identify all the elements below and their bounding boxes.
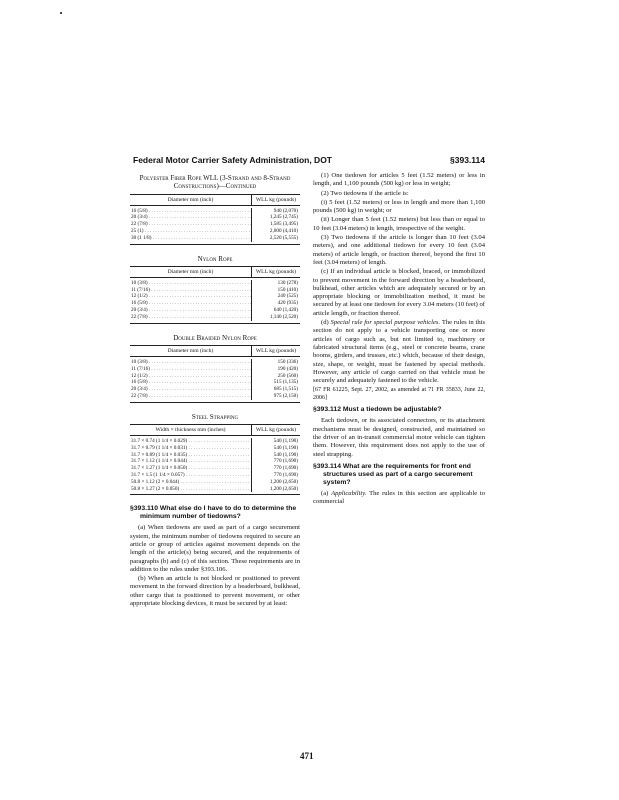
table-cell-size bbox=[130, 386, 252, 393]
size-value: 31.7 × 0.74 (1 1/4 × 0.029) bbox=[131, 438, 188, 445]
table-cell-wll: 770 (1,690) bbox=[273, 472, 298, 479]
size-value: 31.7 × 1.27 (1 1/4 × 0.050) bbox=[131, 465, 188, 472]
table-cell-wll: 540 (1,190) bbox=[273, 438, 298, 445]
size-value: 20 (3/4) bbox=[131, 307, 148, 314]
paragraph-a-label: (a) bbox=[138, 524, 146, 532]
table-cell-wll: 1,585 (3,495) bbox=[269, 221, 298, 228]
size-value: 11 (7/16) bbox=[131, 365, 150, 372]
table-cell-wll: 975 (2,150) bbox=[273, 392, 298, 399]
section-393-114-a-label: (a) bbox=[321, 489, 329, 497]
size-value: 12 (1/2) bbox=[131, 372, 148, 379]
size-value: 16 (5/8) bbox=[131, 379, 148, 386]
table-cell-size bbox=[130, 235, 252, 242]
table-cell-size bbox=[130, 458, 252, 465]
table-cell-wll: 685 (1,515) bbox=[273, 386, 298, 393]
table-cell-wll: 640 (1,420) bbox=[273, 307, 298, 314]
table-row bbox=[130, 479, 300, 486]
wll-table bbox=[130, 194, 300, 245]
size-value: 20 (3/4) bbox=[131, 214, 148, 221]
table-row bbox=[130, 465, 300, 472]
scan-speck bbox=[60, 12, 62, 14]
table-row bbox=[130, 472, 300, 479]
paragraph-a bbox=[130, 524, 300, 574]
table-header-size: Diameter mm (inch) bbox=[130, 346, 252, 356]
size-value: 11 (7/16) bbox=[131, 286, 150, 293]
table-row bbox=[130, 287, 300, 294]
size-value: 31.7 × 1.5 (1 1/4 × 0.057) bbox=[131, 472, 185, 479]
paragraph-a-text: When tiedowns are used as part of a cargo securement system, the minimum number of tiedowns required to secure an article or group of articles against movement depends on the length of the article(s) being secured, and the requirements of paragraphs (b) and (c) of this section. These requirements are in addition to the rules under §393.106. bbox=[130, 524, 301, 573]
table-cell-size bbox=[130, 307, 252, 314]
size-value: 50.8 × 1.12 (2 × 0.044) bbox=[131, 478, 180, 485]
size-value: 31.7 × 1.12 (1 1/4 × 0.044) bbox=[131, 458, 188, 465]
table-header bbox=[130, 425, 300, 436]
table-cell-size bbox=[130, 280, 252, 287]
table-row bbox=[130, 314, 300, 321]
table-cell-size bbox=[130, 465, 252, 472]
table-cell-size bbox=[130, 287, 252, 294]
paragraph-d-title: Special rule for special purpose vehicles. bbox=[330, 319, 441, 327]
section-393-114-a-text: The rules in this section are applicable to commercial bbox=[313, 489, 485, 506]
paragraph-c: (c) If an individual article is blocked, braced, or immobilized to prevent movement in the forward direction by a headerboard, bulkhead, other articles which are adequately secured or by an appropriate blocking or immobilization method, it must be secured by at least one tiedown for every 3.04 meters (10 feet) of article length, or fraction thereof. bbox=[313, 268, 485, 317]
table-header-wll: WLL kg (pounds) bbox=[255, 268, 297, 275]
paragraph-b2: (2) Two tiedowns if the article is: bbox=[321, 189, 409, 197]
table-cell-size bbox=[130, 479, 252, 486]
size-value: 30 (1 1/8) bbox=[131, 234, 152, 241]
table-cell-wll: 250 (560) bbox=[277, 372, 298, 379]
table-cell-size bbox=[130, 438, 252, 445]
table-header-wll: WLL kg (pounds) bbox=[255, 196, 297, 203]
page-number: 471 bbox=[300, 751, 314, 761]
section-393-110-heading: §393.110 What else do I have to do to determine the minimum number of tiedowns? bbox=[130, 505, 297, 521]
right-column bbox=[313, 172, 485, 508]
table-row bbox=[130, 228, 300, 235]
left-column bbox=[130, 172, 300, 609]
table-cell-wll: 940 (2,070) bbox=[273, 207, 298, 214]
table-row bbox=[130, 235, 300, 242]
table-cell-size bbox=[130, 472, 252, 479]
table-cell-size bbox=[130, 221, 252, 228]
paragraph-b-label: (b) bbox=[138, 575, 146, 583]
table-row bbox=[130, 221, 300, 228]
size-value: 50.8 × 1.27 (2 × 0.050) bbox=[131, 485, 180, 492]
table-cell-wll: 150 (410) bbox=[277, 286, 298, 293]
size-value: 10 (3/8) bbox=[131, 358, 148, 365]
table-cell-wll: 770 (1,690) bbox=[273, 458, 298, 465]
section-393-114-a-title: Applicability. bbox=[331, 489, 367, 497]
table-cell-size bbox=[130, 452, 252, 459]
table-cell-size bbox=[130, 359, 252, 366]
paragraph-b3: (3) Two tiedowns if the article is longer than 10 feet (3.04 meters), and one additional tiedown for every 10 feet (3.04 meters) of article length, or fraction thereof, beyond the first 10 feet (3.04 meters) of length. bbox=[313, 234, 485, 266]
table-title: Steel Strapping bbox=[191, 412, 239, 421]
section-393-112-heading: §393.112 Must a tiedown be adjustable? bbox=[313, 406, 442, 414]
table-cell-size bbox=[130, 445, 252, 452]
table-cell-size bbox=[130, 379, 252, 386]
table-cell-wll: 540 (1,190) bbox=[273, 451, 298, 458]
table-header-size: Diameter mm (inch) bbox=[130, 267, 252, 277]
table-title: Double Braided Nylon Rope bbox=[173, 333, 257, 342]
table-header-size: Diameter mm (inch) bbox=[130, 195, 252, 205]
table-header-wll: WLL kg (pounds) bbox=[255, 347, 297, 354]
table-cell-wll: 2,520 (5,555) bbox=[269, 234, 298, 241]
paragraph-b2i: (i) 5 feet (1.52 meters) or less in length and more than 1,100 pounds (500 kg) in weight; or bbox=[313, 198, 485, 215]
size-value: 16 (5/8) bbox=[131, 300, 148, 307]
size-value: 22 (7/8) bbox=[131, 221, 148, 228]
paragraph-d bbox=[313, 319, 485, 385]
table-cell-size bbox=[130, 293, 252, 300]
table-row bbox=[130, 486, 300, 493]
table-cell-size bbox=[130, 314, 252, 321]
size-value: 12 (1/2) bbox=[131, 293, 148, 300]
table-cell-wll: 515 (1,135) bbox=[273, 379, 298, 386]
size-value: 10 (3/8) bbox=[131, 279, 148, 286]
size-value: 25 (1) bbox=[131, 227, 144, 234]
table-row bbox=[130, 293, 300, 300]
table-header-wll: WLL kg (pounds) bbox=[255, 427, 297, 434]
table-row bbox=[130, 307, 300, 314]
table-cell-wll: 190 (420) bbox=[277, 365, 298, 372]
wll-table bbox=[130, 424, 300, 495]
table-header bbox=[130, 267, 300, 278]
table-row bbox=[130, 359, 300, 366]
paragraph-d-label: (d) bbox=[321, 319, 329, 327]
table-title: Nylon Rope bbox=[197, 254, 233, 263]
section-393-114-heading: §393.114 What are the requirements for front end structures used as part of a cargo securement system? bbox=[313, 462, 473, 486]
size-value: 31.7 × 0.79 (1 1/4 × 0.031) bbox=[131, 444, 188, 451]
table-row bbox=[130, 438, 300, 445]
table-cell-wll: 1,200 (2,650) bbox=[269, 478, 298, 485]
size-value: 22 (7/8) bbox=[131, 313, 148, 320]
paragraph-b1: (1) One tiedown for articles 5 feet (1.52 meters) or less in length, and 1,100 pounds (500 kg) or less in weight; bbox=[313, 172, 485, 188]
table-cell-size bbox=[130, 208, 252, 215]
citation-note: [67 FR 61225, Sept. 27, 2002, as amended at 71 FR 35833, June 22, 2006] bbox=[313, 387, 485, 401]
size-value: 16 (5/8) bbox=[131, 207, 148, 214]
table-cell-wll: 420 (935) bbox=[277, 300, 298, 307]
table-cell-size bbox=[130, 486, 252, 493]
size-value: 20 (3/4) bbox=[131, 386, 148, 393]
table-cell-size bbox=[130, 214, 252, 221]
header-agency: Federal Motor Carrier Safety Administration, DOT bbox=[133, 155, 332, 165]
table-cell-wll: 540 (1,190) bbox=[273, 444, 298, 451]
wll-table bbox=[130, 266, 300, 324]
table-cell-wll: 1,140 (2,520) bbox=[269, 313, 298, 320]
table-row bbox=[130, 386, 300, 393]
table-cell-wll: 770 (1,690) bbox=[273, 465, 298, 472]
table-cell-wll: 1,200 (2,650) bbox=[269, 485, 298, 492]
paragraph-b2ii: (ii) Longer than 5 feet (1.52 meters) but less than or equal to 10 feet (3.04 meters) in length, irrespective of the weight. bbox=[313, 216, 485, 232]
paragraph-d-text: The rules in this section do not apply to a vehicle transporting one or more articles of cargo such as, but not limited to, machinery or fabricated structural items (e.g., steel or concrete beams, crane booms, girders, and trusses, etc.) which, because of their design, size, shape, or weight, must be fastened by special methods. However, any article of cargo carried on that vehicle must be securely and adequately fastened to the vehicle. bbox=[313, 319, 486, 385]
table-row bbox=[130, 366, 300, 373]
table-cell-wll: 150 (336) bbox=[277, 358, 298, 365]
size-value: 22 (7/8) bbox=[131, 392, 148, 399]
size-value: 31.7 × 0.89 (1 1/4 × 0.035) bbox=[131, 451, 188, 458]
table-cell-wll: 1,245 (2,745) bbox=[269, 214, 298, 221]
table-cell-wll: 130 (278) bbox=[277, 279, 298, 286]
table-header bbox=[130, 346, 300, 357]
table-header-size: Width × thickness mm (inches) bbox=[130, 425, 252, 435]
table-cell-size bbox=[130, 366, 252, 373]
table-row bbox=[130, 445, 300, 452]
section-393-112-text: Each tiedown, or its associated connectors, or its attachment mechanisms must be designed, constructed, and maintained so the driver of an in-transit commercial motor vehicle can tighten them. However, this requirement does not apply to the use of steel strapping. bbox=[313, 417, 485, 458]
table-row bbox=[130, 280, 300, 287]
table-title: Polyester Fiber Rope WLL (3-Strand and 8-Strand Constructions)—Continued bbox=[139, 174, 291, 191]
table-header bbox=[130, 195, 300, 206]
table-cell-size bbox=[130, 373, 252, 380]
table-cell-wll: 240 (525) bbox=[277, 293, 298, 300]
wll-table bbox=[130, 345, 300, 403]
table-cell-wll: 2,000 (4,410) bbox=[269, 227, 298, 234]
paragraph-b-text: When an article is not blocked or positioned to prevent movement in the forward direction by a headerboard, bulkhead, other cargo that is positioned to prevent movement, or other appropriate blocking devices, it must be secured by at least: bbox=[130, 575, 300, 608]
table-cell-size bbox=[130, 300, 252, 307]
header-section: §393.114 bbox=[450, 155, 485, 165]
paragraph-b bbox=[130, 575, 300, 608]
table-cell-size bbox=[130, 228, 252, 235]
table-cell-size bbox=[130, 393, 252, 400]
running-header bbox=[133, 155, 485, 167]
section-393-114-a bbox=[313, 490, 485, 507]
table-row bbox=[130, 393, 300, 400]
wll-tables bbox=[130, 174, 300, 495]
